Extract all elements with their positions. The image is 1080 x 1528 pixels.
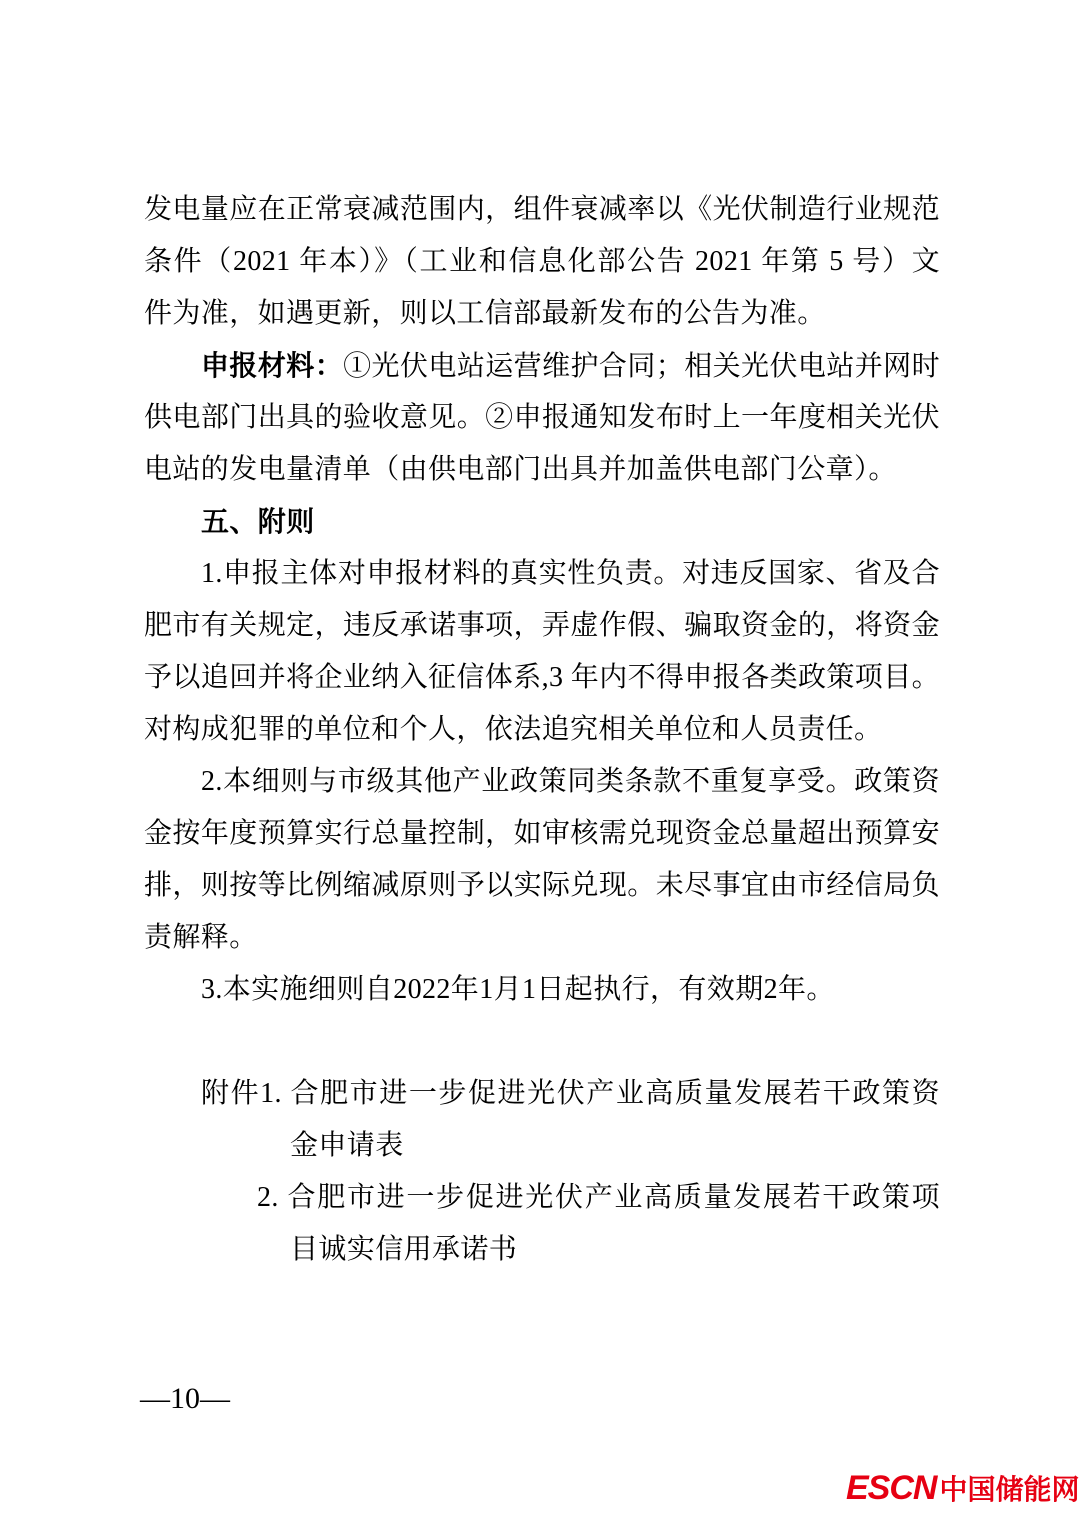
doc-line-clause-1 — [144, 548, 940, 600]
doc-line-text: 金申请表 — [290, 1130, 404, 1161]
blank-line — [144, 1016, 940, 1068]
doc-line — [144, 392, 940, 444]
doc-line — [144, 912, 940, 964]
doc-line-text: 金按年度预算实行总量控制，如审核需兑现资金总量超出预算安 — [144, 818, 940, 849]
doc-line — [144, 600, 940, 652]
doc-line-text: 件为准，如遇更新，则以工信部最新发布的公告为准。 — [144, 298, 826, 329]
doc-line-text: 排，则按等比例缩减原则予以实际兑现。未尽事宜由市经信局负 — [144, 870, 940, 901]
doc-line-text: 2. 合肥市进一步促进光伏产业高质量发展若干政策项 — [257, 1182, 940, 1213]
doc-line — [144, 444, 940, 496]
doc-line-text: 2.本细则与市级其他产业政策同类条款不重复享受。政策资 — [201, 766, 940, 797]
doc-line-clause-2 — [144, 756, 940, 808]
doc-line — [144, 652, 940, 704]
escn-logo — [846, 1468, 1079, 1508]
doc-line — [144, 184, 940, 236]
doc-line-text: 肥市有关规定，违反承诺事项，弄虚作假、骗取资金的，将资金 — [144, 610, 940, 641]
doc-line-text: 责解释。 — [144, 922, 258, 953]
doc-line-clause-3 — [144, 964, 940, 1016]
doc-line-text: 发电量应在正常衰减范围内，组件衰减率以《光伏制造行业规范 — [144, 194, 940, 225]
doc-line-text: 供电部门出具的验收意见。②申报通知发布时上一年度相关光伏 — [144, 402, 940, 433]
doc-line-text: 电站的发电量清单（由供电部门出具并加盖供电部门公章）。 — [144, 454, 897, 485]
section-heading-supplementary-provisions — [144, 496, 940, 548]
doc-line-text: 对构成犯罪的单位和个人，依法追究相关单位和人员责任。 — [144, 714, 883, 745]
attachment-item-2 — [144, 1172, 940, 1224]
attachment-item-1-continuation — [144, 1120, 940, 1172]
doc-line-text: 附件1. 合肥市进一步促进光伏产业高质量发展若干政策资 — [201, 1078, 940, 1109]
doc-line-text: 予以追回并将企业纳入征信体系,3 年内不得申报各类政策项目。 — [144, 662, 941, 693]
doc-line — [144, 808, 940, 860]
doc-line — [144, 704, 940, 756]
doc-line-text: ①光伏电站运营维护合同；相关光伏电站并网时 — [343, 351, 940, 382]
doc-line-application-materials — [144, 340, 940, 392]
document-body — [144, 184, 940, 1276]
doc-line — [144, 860, 940, 912]
doc-line-text: 条件（2021 年本）》（工业和信息化部公告 2021 年第 5 号）文 — [144, 246, 940, 277]
doc-line-text: 3.本实施细则自2022年1月1日起执行，有效期2年。 — [201, 974, 835, 1005]
page-number: —10— — [140, 1382, 230, 1415]
section-heading-text: 五、附则 — [201, 506, 315, 537]
doc-line — [144, 236, 940, 288]
escn-logo-latin-text: ESCN — [846, 1469, 937, 1507]
application-materials-label: 申报材料： — [201, 350, 344, 381]
doc-line-text: 1.申报主体对申报材料的真实性负责。对违反国家、省及合 — [201, 558, 940, 589]
attachment-item-1 — [144, 1068, 940, 1120]
attachment-item-2-continuation — [144, 1224, 940, 1276]
doc-line — [144, 288, 940, 340]
doc-line-text: 目诚实信用承诺书 — [290, 1234, 518, 1265]
escn-logo-chinese-text: 中国储能网 — [939, 1474, 1080, 1505]
